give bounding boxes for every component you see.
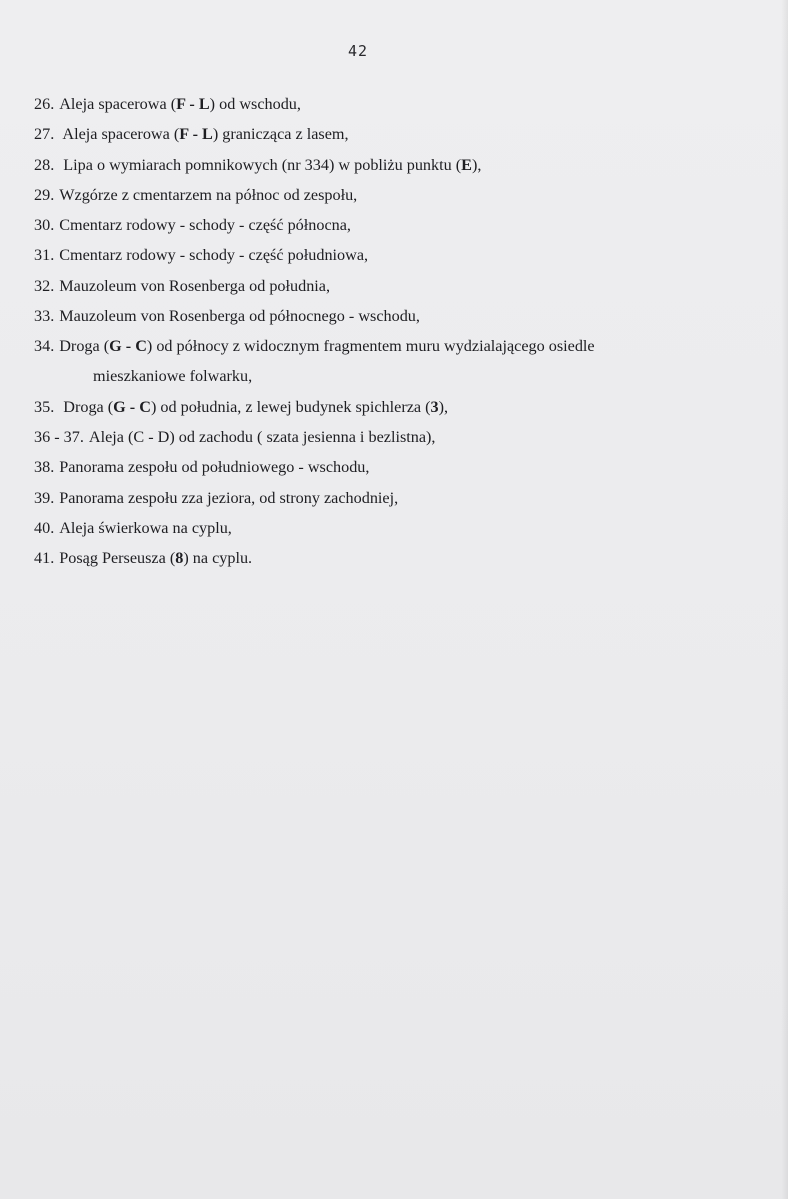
entry-text-segment: Droga ( bbox=[59, 397, 114, 416]
entry-text-segment: ), bbox=[438, 397, 449, 416]
entry-number: 33. bbox=[34, 307, 55, 326]
point-reference: 3 bbox=[430, 397, 439, 416]
entry-text bbox=[59, 125, 348, 143]
entry-number: 36 - 37. bbox=[34, 427, 84, 446]
entry-text-segment: Panorama zespołu zza jeziora, od strony zachodniej, bbox=[59, 488, 399, 507]
page-edge-shadow bbox=[781, 0, 788, 1199]
caption-entry bbox=[34, 215, 734, 235]
entry-number: 28. bbox=[34, 155, 55, 174]
caption-entry bbox=[34, 276, 734, 296]
entry-text bbox=[59, 246, 368, 264]
entry-text-segment: ) granicząca z lasem, bbox=[212, 125, 349, 144]
entry-text bbox=[59, 95, 301, 113]
point-reference: 8 bbox=[175, 549, 184, 568]
entry-text bbox=[59, 307, 420, 325]
entry-text-segment: Posąg Perseusza ( bbox=[59, 549, 176, 568]
entry-continuation: mieszkaniowe folwarku, bbox=[93, 367, 253, 386]
entry-text bbox=[59, 337, 594, 355]
caption-entry bbox=[34, 518, 734, 538]
point-reference: G - C bbox=[109, 337, 147, 356]
entry-text-segment: Mauzoleum von Rosenberga od północnego - wschodu, bbox=[59, 307, 420, 326]
entry-text-segment: Aleja spacerowa ( bbox=[59, 95, 177, 113]
entry-text-segment: ) od południa, z lewej budynek spichlerza ( bbox=[150, 397, 431, 416]
entry-text bbox=[59, 549, 252, 567]
entry-number: 39. bbox=[34, 488, 55, 507]
entry-text-segment: Cmentarz rodowy - schody - część północna, bbox=[59, 216, 351, 235]
entry-text bbox=[59, 398, 448, 416]
entry-text-segment: ) od północy z widocznym fragmentem muru wydzialającego osiedle bbox=[146, 337, 595, 356]
entry-text bbox=[59, 489, 398, 507]
point-reference: F - L bbox=[179, 125, 213, 144]
caption-entry bbox=[34, 94, 734, 114]
entry-text bbox=[59, 458, 369, 476]
caption-entry bbox=[34, 336, 734, 386]
caption-entry bbox=[34, 427, 734, 447]
caption-entry bbox=[34, 155, 734, 175]
entry-number: 40. bbox=[34, 518, 55, 537]
point-reference: E bbox=[461, 155, 472, 174]
entry-number: 34. bbox=[34, 337, 55, 356]
entry-text-segment: ) od wschodu, bbox=[209, 95, 301, 113]
caption-entry bbox=[34, 397, 734, 417]
entry-text-segment: ) na cyplu. bbox=[183, 549, 253, 568]
entry-text-segment: Lipa o wymiarach pomnikowych (nr 334) w pobliżu punktu ( bbox=[59, 155, 462, 174]
entry-text bbox=[59, 186, 357, 204]
entry-number: 27. bbox=[34, 125, 55, 144]
entry-text-segment: Cmentarz rodowy - schody - część południowa, bbox=[59, 246, 369, 265]
entry-number: 30. bbox=[34, 216, 55, 235]
caption-entry bbox=[34, 488, 734, 508]
entry-text-segment: Aleja świerkowa na cyplu, bbox=[59, 518, 232, 537]
entry-number: 29. bbox=[34, 185, 55, 204]
entry-text-segment: Aleja spacerowa ( bbox=[59, 125, 180, 144]
entry-text bbox=[59, 156, 481, 174]
photo-caption-list bbox=[34, 94, 734, 578]
entry-number: 35. bbox=[34, 397, 55, 416]
caption-entry bbox=[34, 185, 734, 205]
entry-text-segment: Wzgórze z cmentarzem na północ od zespołu, bbox=[59, 185, 358, 204]
point-reference: G - C bbox=[113, 397, 151, 416]
entry-text bbox=[59, 519, 232, 537]
entry-text-segment: Droga ( bbox=[59, 337, 110, 356]
entry-number: 32. bbox=[34, 276, 55, 295]
entry-text bbox=[89, 428, 436, 446]
entry-number: 26. bbox=[34, 95, 55, 113]
page-number: 42 bbox=[347, 42, 369, 60]
caption-entry bbox=[34, 306, 734, 326]
entry-number: 31. bbox=[34, 246, 55, 265]
entry-text-segment: Panorama zespołu od południowego - wschodu, bbox=[59, 458, 370, 477]
entry-text bbox=[59, 216, 351, 234]
entry-text-segment: ), bbox=[471, 155, 482, 174]
entry-text bbox=[59, 277, 330, 295]
entry-text-segment: Mauzoleum von Rosenberga od południa, bbox=[59, 276, 331, 295]
point-reference: F - L bbox=[176, 95, 210, 113]
caption-entry bbox=[34, 548, 734, 568]
entry-text-segment: Aleja (C - D) od zachodu ( szata jesienna i bezlistna), bbox=[88, 427, 436, 446]
caption-entry bbox=[34, 124, 734, 144]
entry-number: 41. bbox=[34, 549, 55, 568]
entry-number: 38. bbox=[34, 458, 55, 477]
caption-entry bbox=[34, 245, 734, 265]
caption-entry bbox=[34, 457, 734, 477]
